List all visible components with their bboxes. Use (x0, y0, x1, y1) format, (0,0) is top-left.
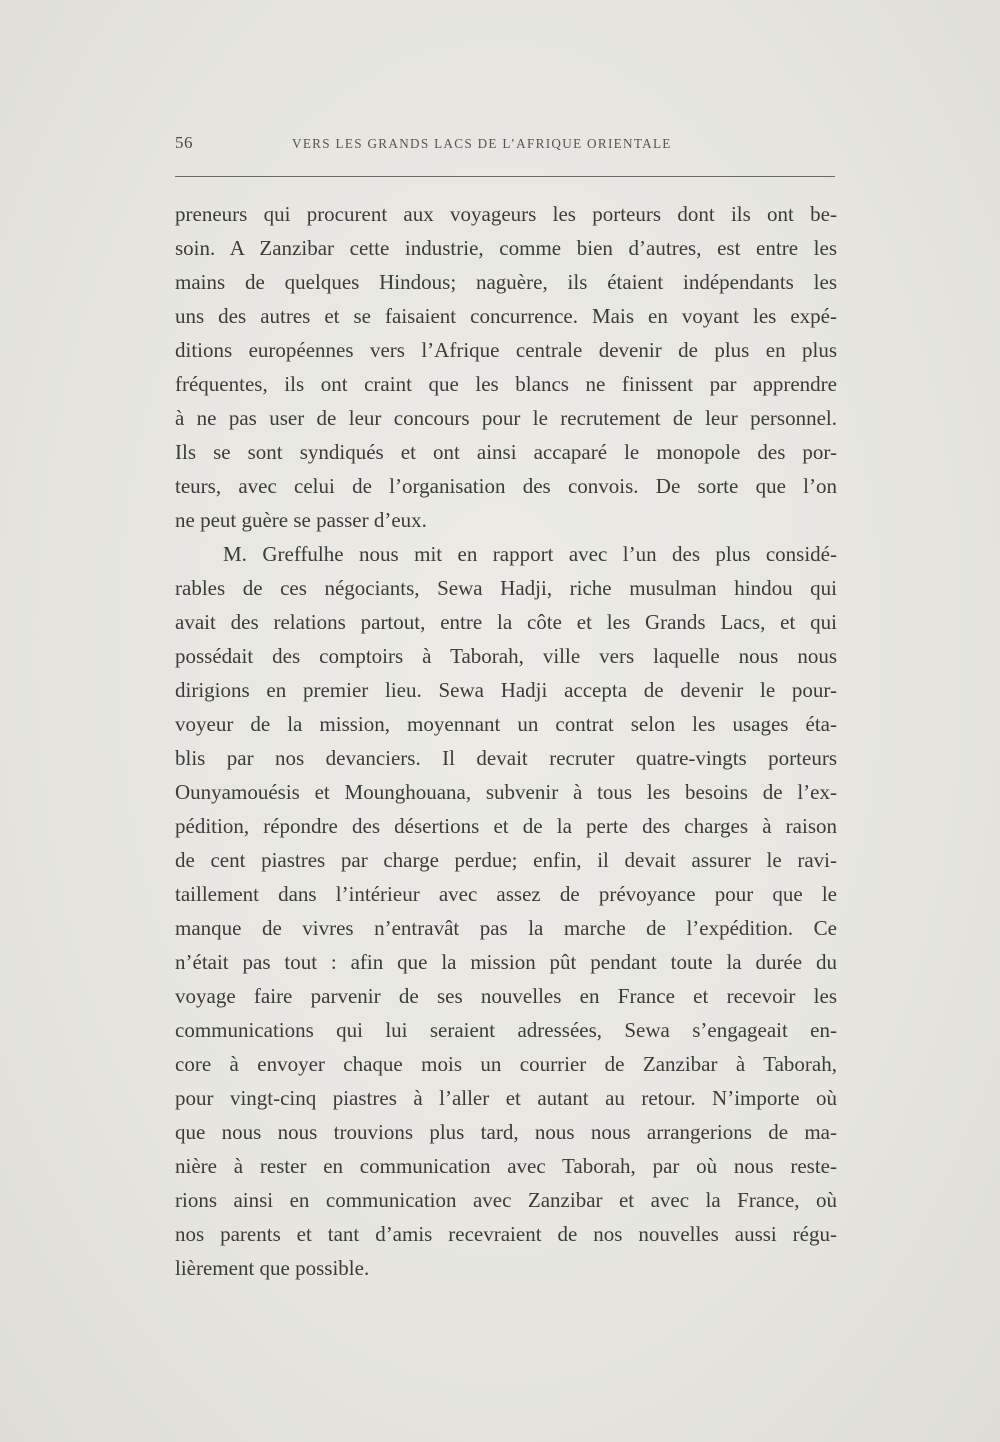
text-line: blis par nos devanciers. Il devait recruter quatre-vingts porteurs (175, 746, 837, 770)
text-line: soin. A Zanzibar cette industrie, comme bien d’autres, est entre les (175, 236, 837, 260)
text-line: que nous nous trouvions plus tard, nous nous arrangerions de ma- (175, 1120, 837, 1144)
header-rule (175, 176, 835, 177)
text-line: fréquentes, ils ont craint que les blancs ne finissent par apprendre (175, 372, 837, 396)
text-line: Ils se sont syndiqués et ont ainsi accaparé le monopole des por- (175, 440, 837, 464)
text-line: nos parents et tant d’amis recevraient de nos nouvelles aussi régu- (175, 1222, 837, 1246)
text-line: à ne pas user de leur concours pour le recrutement de leur personnel. (175, 406, 837, 430)
text-line: lièrement que possible. (175, 1256, 370, 1280)
text-line: Ounyamouésis et Mounghouana, subvenir à tous les besoins de l’ex- (175, 780, 837, 804)
text-line: nière à rester en communication avec Taborah, par où nous reste- (175, 1154, 837, 1178)
text-line: rions ainsi en communication avec Zanzibar et avec la France, où (175, 1188, 837, 1212)
text-line: possédait des comptoirs à Taborah, ville vers laquelle nous nous (175, 644, 837, 668)
page-number: 56 (175, 133, 193, 152)
text-line: core à envoyer chaque mois un courrier de Zanzibar à Taborah, (175, 1052, 837, 1076)
text-line: pédition, répondre des désertions et de la perte des charges à raison (175, 814, 837, 838)
text-line: uns des autres et se faisaient concurrence. Mais en voyant les expé- (175, 304, 837, 328)
page-header (175, 133, 835, 157)
text-line: ditions européennes vers l’Afrique centrale devenir de plus en plus (175, 338, 837, 362)
text-line: communications qui lui seraient adressées, Sewa s’engageait en- (175, 1018, 837, 1042)
text-line: de cent piastres par charge perdue; enfin, il devait assurer le ravi- (175, 848, 837, 872)
text-line: manque de vivres n’entravât pas la marche de l’expédition. Ce (175, 916, 837, 940)
body-text (175, 197, 837, 1285)
text-line: n’était pas tout : afin que la mission pût pendant toute la durée du (175, 950, 837, 974)
text-line: taillement dans l’intérieur avec assez de prévoyance pour que le (175, 882, 837, 906)
paragraph-1 (175, 197, 837, 537)
text-line: M. Greffulhe nous mit en rapport avec l’un des plus considé- (223, 542, 837, 566)
text-line: mains de quelques Hindous; naguère, ils étaient indépendants les (175, 270, 837, 294)
text-line: pour vingt-cinq piastres à l’aller et autant au retour. N’importe où (175, 1086, 837, 1110)
text-line: ne peut guère se passer d’eux. (175, 508, 427, 532)
text-line: preneurs qui procurent aux voyageurs les porteurs dont ils ont be- (175, 202, 837, 226)
text-line: teurs, avec celui de l’organisation des convois. De sorte que l’on (175, 474, 837, 498)
text-line: rables de ces négociants, Sewa Hadji, riche musulman hindou qui (175, 576, 837, 600)
text-line: voyage faire parvenir de ses nouvelles en France et recevoir les (175, 984, 837, 1008)
running-head: VERS LES GRANDS LACS DE L’AFRIQUE ORIENTALE (292, 136, 672, 151)
paragraph-2 (175, 537, 837, 1285)
text-line: dirigions en premier lieu. Sewa Hadji accepta de devenir le pour- (175, 678, 837, 702)
text-line: voyeur de la mission, moyennant un contrat selon les usages éta- (175, 712, 837, 736)
text-line: avait des relations partout, entre la côte et les Grands Lacs, et qui (175, 610, 837, 634)
